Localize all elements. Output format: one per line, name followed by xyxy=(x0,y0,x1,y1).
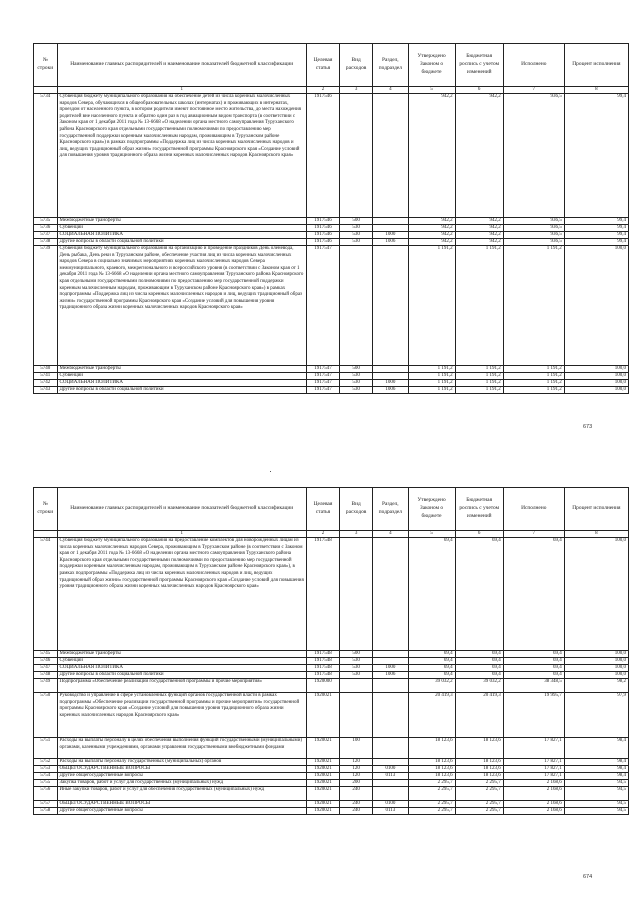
row-exp-type: 530 xyxy=(340,665,373,672)
row-approved: 69,4 xyxy=(408,672,455,679)
row-number: 5734 xyxy=(34,94,58,218)
row-section xyxy=(373,787,408,801)
row-number: 5747 xyxy=(34,665,58,672)
row-target: 1917547 xyxy=(306,380,339,387)
column-number-blank xyxy=(34,531,58,538)
row-percent: 100,0 xyxy=(564,373,628,380)
row-section xyxy=(373,679,408,693)
header-name: Наименование главных распорядителей и наименование показателей бюджетной классификации xyxy=(57,44,306,87)
table-row xyxy=(34,538,629,651)
row-budget-list: 1 191,2 xyxy=(455,366,503,373)
row-section xyxy=(373,366,408,373)
page-number: 673 xyxy=(583,424,593,430)
table-row xyxy=(34,658,629,665)
row-name: СОЦИАЛЬНАЯ ПОЛИТИКА xyxy=(57,232,306,239)
row-target: 1920021 xyxy=(306,801,339,808)
row-budget-list: 1 191,2 xyxy=(455,380,503,387)
row-target: 1917548 xyxy=(306,651,339,658)
table-row xyxy=(34,366,629,373)
row-section xyxy=(373,538,408,651)
row-percent: 100,0 xyxy=(564,658,628,665)
table-row xyxy=(34,380,629,387)
row-name: Субвенции xyxy=(57,225,306,232)
row-section xyxy=(373,651,408,658)
row-exp-type xyxy=(340,246,373,366)
row-executed: 69,4 xyxy=(503,651,564,658)
row-percent: 99,4 xyxy=(564,218,628,225)
row-approved: 942,2 xyxy=(408,225,455,232)
page-673 xyxy=(0,0,640,452)
table-row xyxy=(34,232,629,239)
row-exp-type: 530 xyxy=(340,380,373,387)
table-row xyxy=(34,239,629,246)
row-executed: 936,5 xyxy=(503,94,564,218)
row-number: 5740 xyxy=(34,366,58,373)
row-budget-list: 69,4 xyxy=(455,672,503,679)
header-target: Целевая статья xyxy=(306,488,339,531)
table-row xyxy=(34,387,629,394)
row-percent: 94,5 xyxy=(564,787,628,801)
row-percent: 100,0 xyxy=(564,387,628,394)
row-target: 1920021 xyxy=(306,787,339,801)
header-row-no: № строки xyxy=(34,44,58,87)
budget-table xyxy=(33,487,629,815)
row-name: Подпрограмма «Обеспечение реализации государственной программы и прочие мероприятия» xyxy=(57,679,306,693)
row-number: 5752 xyxy=(34,759,58,766)
row-executed: 1 191,2 xyxy=(503,373,564,380)
row-target: 1917547 xyxy=(306,387,339,394)
row-exp-type: 120 xyxy=(340,773,373,780)
header-budget-list: Бюджетная роспись с учетом изменений xyxy=(455,44,503,87)
row-number: 5750 xyxy=(34,693,58,738)
table-row xyxy=(34,738,629,759)
row-executed: 69,4 xyxy=(503,665,564,672)
column-number: 5 xyxy=(408,531,455,538)
row-name: ОБЩЕГОСУДАРСТВЕННЫЕ ВОПРОСЫ xyxy=(57,766,306,773)
row-section: 1006 xyxy=(373,239,408,246)
row-name: Субвенции xyxy=(57,658,306,665)
row-budget-list: 69,4 xyxy=(455,665,503,672)
row-target: 1920021 xyxy=(306,738,339,759)
row-approved: 18 123,6 xyxy=(408,773,455,780)
row-section: 1006 xyxy=(373,672,408,679)
table-body xyxy=(34,87,629,394)
row-name: Субвенция бюджету муниципального образования на обеспечение детей из числа коренных малочисленных народов Севера, обучающихся в общеобразовательных школах (интернатах) и проживающих в интернатах, проездом от населенного пункта, в котором родители имеют постоянное место жительства, до места нахождения родителей вне населенного пункта и обратно один раз в год авиационным видом транспорта (в соответствии с Законом края от 1 декабря 2011 года № 13-6668 «О наделении органа местного самоуправления Туруханского района Красноярского края отдельными государственными полномочиями по предоставлению мер государственной поддержки коренным малочисленным народам, проживающим в Туруханском районе Красноярского края») в рамках подпрограммы «Поддержка лиц из числа коренных малочисленных народов и лиц, ведущих традиционный образ жизни» государственной программы Красноярского края «Создание условий для повышения уровня традиционного образа жизни коренных малочисленных народов Красноярского края» xyxy=(57,94,306,218)
row-approved: 942,2 xyxy=(408,94,455,218)
row-approved: 942,2 xyxy=(408,239,455,246)
row-approved: 1 191,2 xyxy=(408,246,455,366)
page-number: 674 xyxy=(583,874,593,880)
row-executed: 69,4 xyxy=(503,672,564,679)
row-exp-type: 530 xyxy=(340,387,373,394)
header-executed: Исполнено xyxy=(503,488,564,531)
row-budget-list: 942,2 xyxy=(455,218,503,225)
row-percent: 98,4 xyxy=(564,738,628,759)
header-exp-type: Вид расходов xyxy=(340,488,373,531)
row-executed: 69,4 xyxy=(503,658,564,665)
row-section xyxy=(373,693,408,738)
row-number: 5738 xyxy=(34,239,58,246)
row-target: 1917547 xyxy=(306,246,339,366)
row-name: Расходы на выплаты персоналу в целях обеспечения выполнения функций государственными (муниципальными) органами, казенными учреждениями, органами управления государственными внебюджетными фондами xyxy=(57,738,306,759)
row-exp-type: 530 xyxy=(340,672,373,679)
table-row xyxy=(34,787,629,801)
row-budget-list: 942,2 xyxy=(455,94,503,218)
column-numbers-row xyxy=(34,531,629,538)
row-budget-list: 942,2 xyxy=(455,232,503,239)
row-exp-type: 100 xyxy=(340,738,373,759)
row-section: 0100 xyxy=(373,766,408,773)
column-number: 1 xyxy=(57,87,306,94)
row-approved: 1 191,2 xyxy=(408,373,455,380)
row-section xyxy=(373,373,408,380)
row-number: 5743 xyxy=(34,387,58,394)
row-budget-list: 69,4 xyxy=(455,651,503,658)
row-name: Другие вопросы в области социальной политики xyxy=(57,672,306,679)
table-row xyxy=(34,808,629,815)
row-section xyxy=(373,738,408,759)
row-target: 1920021 xyxy=(306,766,339,773)
row-name: Межбюджетные трансферты xyxy=(57,218,306,225)
row-approved: 942,2 xyxy=(408,232,455,239)
row-section: 1000 xyxy=(373,380,408,387)
column-numbers-row xyxy=(34,87,629,94)
row-section: 0100 xyxy=(373,801,408,808)
row-name: Другие вопросы в области социальной политики xyxy=(57,387,306,394)
column-number: 8 xyxy=(564,531,628,538)
row-percent: 98,2 xyxy=(564,679,628,693)
row-exp-type xyxy=(340,538,373,651)
row-target: 1917548 xyxy=(306,658,339,665)
budget-table xyxy=(33,43,629,394)
row-approved: 69,4 xyxy=(408,538,455,651)
row-percent: 99,4 xyxy=(564,232,628,239)
column-number: 3 xyxy=(340,87,373,94)
table-row xyxy=(34,94,629,218)
row-exp-type: 200 xyxy=(340,780,373,787)
row-target: 1917546 xyxy=(306,94,339,218)
row-exp-type: 500 xyxy=(340,218,373,225)
row-name: Другие общегосударственные вопросы xyxy=(57,773,306,780)
row-percent: 97,9 xyxy=(564,693,628,738)
row-section xyxy=(373,225,408,232)
table-row xyxy=(34,766,629,773)
row-number: 5735 xyxy=(34,218,58,225)
header-percent: Процент исполнения xyxy=(564,44,628,87)
row-executed: 1 191,2 xyxy=(503,387,564,394)
row-approved: 69,4 xyxy=(408,665,455,672)
page-674 xyxy=(0,452,640,905)
column-number: 6 xyxy=(455,87,503,94)
row-name: Субвенция бюджету муниципального образования на предоставление комплектов для новорожденных лицам из числа коренных малочисленных народов Севера, проживающим в Туруханском районе (в соответствии с Законом края от 1 декабря 2011 года № 13-6668 «О наделении органа местного самоуправления Туруханского района Красноярского края отдельными государственными полномочиями по предоставлению мер государственной поддержки коренным малочисленным народам, проживающим в Туруханском районе Красноярского края»), в рамках подпрограммы «Поддержка лиц из числа коренных малочисленных народов и лиц, ведущих традиционный образ жизни» государственной программы Красноярского края «Создание условий для повышения уровня традиционного образа жизни коренных малочисленных народов Красноярского края» xyxy=(57,538,306,651)
row-percent: 98,4 xyxy=(564,759,628,766)
row-executed: 2 168,6 xyxy=(503,787,564,801)
table-row xyxy=(34,759,629,766)
row-executed: 1 191,2 xyxy=(503,246,564,366)
row-budget-list: 942,2 xyxy=(455,239,503,246)
row-section: 0113 xyxy=(373,773,408,780)
row-budget-list: 18 123,6 xyxy=(455,766,503,773)
row-approved: 69,4 xyxy=(408,658,455,665)
row-exp-type: 530 xyxy=(340,239,373,246)
row-section: 1006 xyxy=(373,387,408,394)
header-executed: Исполнено xyxy=(503,44,564,87)
header-section: Раздел, подраздел xyxy=(373,44,408,87)
row-executed: 1 191,2 xyxy=(503,366,564,373)
column-number: 4 xyxy=(373,531,408,538)
row-budget-list: 69,4 xyxy=(455,538,503,651)
row-number: 5746 xyxy=(34,658,58,665)
row-exp-type: 530 xyxy=(340,658,373,665)
header-target: Целевая статья xyxy=(306,44,339,87)
row-executed: 936,5 xyxy=(503,225,564,232)
header-approved: Утверждено Законом о бюджете xyxy=(408,44,455,87)
row-name: Другие вопросы в области социальной политики xyxy=(57,239,306,246)
row-executed: 17 827,1 xyxy=(503,773,564,780)
table-row xyxy=(34,679,629,693)
row-budget-list: 1 191,2 xyxy=(455,387,503,394)
row-exp-type: 530 xyxy=(340,232,373,239)
row-name: Другие общегосударственные вопросы xyxy=(57,808,306,815)
row-executed: 936,5 xyxy=(503,218,564,225)
row-approved: 942,2 xyxy=(408,218,455,225)
row-exp-type: 240 xyxy=(340,787,373,801)
row-name: Субвенция бюджету муниципального образования на организацию и проведение праздников День оленевода, День рыбака, День реки в Туруханском районе, обеспечение участия лиц из числа коренных малочисленных народов Севера в социально значимых мероприятиях коренных малочисленных народов Севера межмуниципального, краевого, межрегионального и всероссийского уровня (в соответствии с Законом края от 1 декабря 2011 года № 13-6668 «О наделении органа местного самоуправления Туруханского района Красноярского края отдельными государственными полномочиями по предоставлению мер государственной поддержки коренным малочисленным народам, проживающим в Туруханском районе Красноярского края») в рамках подпрограммы «Поддержка лиц из числа коренных малочисленных народов и лиц, ведущих традиционный образ жизни» государственной программы Красноярского края «Создание условий для повышения уровня традиционного образа жизни коренных малочисленных народов Красноярского края» xyxy=(57,246,306,366)
row-exp-type: 530 xyxy=(340,373,373,380)
row-executed: 2 168,6 xyxy=(503,780,564,787)
row-target: 1917547 xyxy=(306,373,339,380)
row-budget-list: 18 123,6 xyxy=(455,738,503,759)
row-target: 1917548 xyxy=(306,538,339,651)
row-name: СОЦИАЛЬНАЯ ПОЛИТИКА xyxy=(57,380,306,387)
table-row xyxy=(34,225,629,232)
row-percent: 99,4 xyxy=(564,225,628,232)
row-executed: 19 995,7 xyxy=(503,693,564,738)
row-percent: 100,0 xyxy=(564,672,628,679)
row-executed: 2 168,6 xyxy=(503,808,564,815)
row-target: 1917546 xyxy=(306,239,339,246)
row-budget-list: 18 123,6 xyxy=(455,773,503,780)
table-row xyxy=(34,651,629,658)
row-budget-list: 1 191,2 xyxy=(455,373,503,380)
row-name: ОБЩЕГОСУДАРСТВЕННЫЕ ВОПРОСЫ xyxy=(57,801,306,808)
row-approved: 1 191,2 xyxy=(408,380,455,387)
row-name: Закупка товаров, работ и услуг для государственных (муниципальных) нужд xyxy=(57,780,306,787)
row-budget-list: 69,4 xyxy=(455,658,503,665)
row-section xyxy=(373,658,408,665)
header-percent: Процент исполнения xyxy=(564,488,628,531)
row-percent: 94,5 xyxy=(564,780,628,787)
row-section xyxy=(373,759,408,766)
row-executed: 1 191,2 xyxy=(503,380,564,387)
row-number: 5749 xyxy=(34,679,58,693)
column-number: 6 xyxy=(455,531,503,538)
row-executed: 17 827,1 xyxy=(503,766,564,773)
table-row xyxy=(34,693,629,738)
header-exp-type: Вид расходов xyxy=(340,44,373,87)
row-executed: 2 168,6 xyxy=(503,801,564,808)
row-target: 1920021 xyxy=(306,773,339,780)
row-exp-type: 530 xyxy=(340,225,373,232)
table-header xyxy=(34,488,629,531)
row-section: 1000 xyxy=(373,665,408,672)
row-percent: 100,0 xyxy=(564,665,628,672)
row-budget-list: 2 295,7 xyxy=(455,787,503,801)
row-section xyxy=(373,780,408,787)
column-number: 7 xyxy=(503,531,564,538)
row-target: 1920000 xyxy=(306,679,339,693)
row-approved: 39 032,2 xyxy=(408,679,455,693)
row-name: Межбюджетные трансферты xyxy=(57,366,306,373)
row-budget-list: 2 295,7 xyxy=(455,808,503,815)
row-approved: 2 295,7 xyxy=(408,808,455,815)
column-number: 1 xyxy=(57,531,306,538)
header-row-no: № строки xyxy=(34,488,58,531)
row-budget-list: 1 191,2 xyxy=(455,246,503,366)
row-number: 5748 xyxy=(34,672,58,679)
row-section: 1000 xyxy=(373,232,408,239)
row-approved: 18 123,6 xyxy=(408,759,455,766)
row-exp-type: 240 xyxy=(340,808,373,815)
column-number: 7 xyxy=(503,87,564,94)
row-number: 5754 xyxy=(34,773,58,780)
row-budget-list: 39 032,2 xyxy=(455,679,503,693)
table-header xyxy=(34,44,629,87)
table-row xyxy=(34,246,629,366)
row-percent: 100,0 xyxy=(564,651,628,658)
row-executed: 17 827,1 xyxy=(503,759,564,766)
row-budget-list: 942,2 xyxy=(455,225,503,232)
row-name: Расходы на выплаты персоналу государственных (муниципальных) органов xyxy=(57,759,306,766)
row-number: 5741 xyxy=(34,373,58,380)
row-percent: 100,0 xyxy=(564,246,628,366)
row-approved: 1 191,2 xyxy=(408,366,455,373)
row-executed: 936,5 xyxy=(503,239,564,246)
row-section xyxy=(373,94,408,218)
row-budget-list: 20 419,3 xyxy=(455,693,503,738)
row-name: Субвенции xyxy=(57,373,306,380)
row-exp-type: 120 xyxy=(340,766,373,773)
row-executed: 38 348,5 xyxy=(503,679,564,693)
row-percent: 98,4 xyxy=(564,773,628,780)
row-number: 5756 xyxy=(34,787,58,801)
row-target: 1920021 xyxy=(306,693,339,738)
row-number: 5755 xyxy=(34,780,58,787)
column-number: 4 xyxy=(373,87,408,94)
column-number: 8 xyxy=(564,87,628,94)
row-exp-type xyxy=(340,693,373,738)
row-approved: 1 191,2 xyxy=(408,387,455,394)
row-exp-type xyxy=(340,94,373,218)
row-exp-type xyxy=(340,679,373,693)
row-target: 1917547 xyxy=(306,366,339,373)
header-approved: Утверждено Законом о бюджете xyxy=(408,488,455,531)
table-row xyxy=(34,672,629,679)
row-number: 5739 xyxy=(34,246,58,366)
row-target: 1917548 xyxy=(306,672,339,679)
row-percent: 100,0 xyxy=(564,366,628,373)
row-name: СОЦИАЛЬНАЯ ПОЛИТИКА xyxy=(57,665,306,672)
row-budget-list: 2 295,7 xyxy=(455,801,503,808)
row-number: 5744 xyxy=(34,538,58,651)
column-number: 3 xyxy=(340,531,373,538)
row-number: 5737 xyxy=(34,232,58,239)
row-exp-type: 120 xyxy=(340,759,373,766)
row-number: 5757 xyxy=(34,801,58,808)
header-budget-list: Бюджетная роспись с учетом изменений xyxy=(455,488,503,531)
row-percent: 100,0 xyxy=(564,380,628,387)
row-executed: 17 827,1 xyxy=(503,738,564,759)
table-row xyxy=(34,801,629,808)
row-section: 0113 xyxy=(373,808,408,815)
table-row xyxy=(34,373,629,380)
row-percent: 94,5 xyxy=(564,808,628,815)
column-number: 2 xyxy=(306,531,339,538)
row-approved: 18 123,6 xyxy=(408,738,455,759)
row-executed: 936,5 xyxy=(503,232,564,239)
row-target: 1920021 xyxy=(306,780,339,787)
header-name: Наименование главных распорядителей и наименование показателей бюджетной классификации xyxy=(57,488,306,531)
row-percent: 100,0 xyxy=(564,538,628,651)
row-number: 5742 xyxy=(34,380,58,387)
row-number: 5753 xyxy=(34,766,58,773)
table-row xyxy=(34,780,629,787)
header-section: Раздел, подраздел xyxy=(373,488,408,531)
row-approved: 18 123,6 xyxy=(408,766,455,773)
row-name: Руководство и управление в сфере установленных функций органов государственной власти в рамках подпрограммы «Обеспечение реализации государственной программы и прочие мероприятия» государственной программы Красноярского края «Создание условий для повышения уровня традиционного образа жизни коренных малочисленных народов Красноярского края» xyxy=(57,693,306,738)
row-exp-type: 500 xyxy=(340,651,373,658)
row-exp-type: 500 xyxy=(340,366,373,373)
row-number: 5745 xyxy=(34,651,58,658)
row-number: 5736 xyxy=(34,225,58,232)
row-target: 1920021 xyxy=(306,759,339,766)
row-budget-list: 18 123,6 xyxy=(455,759,503,766)
table-row xyxy=(34,773,629,780)
row-executed: 69,4 xyxy=(503,538,564,651)
row-target: 1917546 xyxy=(306,225,339,232)
row-percent: 99,4 xyxy=(564,239,628,246)
row-number: 5751 xyxy=(34,738,58,759)
row-target: 1917548 xyxy=(306,665,339,672)
table-row xyxy=(34,665,629,672)
row-approved: 2 295,7 xyxy=(408,801,455,808)
row-number: 5758 xyxy=(34,808,58,815)
row-approved: 2 295,7 xyxy=(408,787,455,801)
row-percent: 99,4 xyxy=(564,94,628,218)
row-approved: 20 419,3 xyxy=(408,693,455,738)
row-budget-list: 2 295,7 xyxy=(455,780,503,787)
row-name: Иные закупки товаров, работ и услуг для обеспечения государственных (муниципальных) нужд xyxy=(57,787,306,801)
row-target: 1917546 xyxy=(306,232,339,239)
row-percent: 98,4 xyxy=(564,766,628,773)
row-section xyxy=(373,218,408,225)
table-body xyxy=(34,531,629,815)
row-target: 1920021 xyxy=(306,808,339,815)
column-number: 5 xyxy=(408,87,455,94)
row-approved: 69,4 xyxy=(408,651,455,658)
table-row xyxy=(34,218,629,225)
row-name: Межбюджетные трансферты xyxy=(57,651,306,658)
row-section xyxy=(373,246,408,366)
column-number-blank xyxy=(34,87,58,94)
row-exp-type: 240 xyxy=(340,801,373,808)
row-approved: 2 295,7 xyxy=(408,780,455,787)
row-percent: 94,5 xyxy=(564,801,628,808)
column-number: 2 xyxy=(306,87,339,94)
row-target: 1917546 xyxy=(306,218,339,225)
